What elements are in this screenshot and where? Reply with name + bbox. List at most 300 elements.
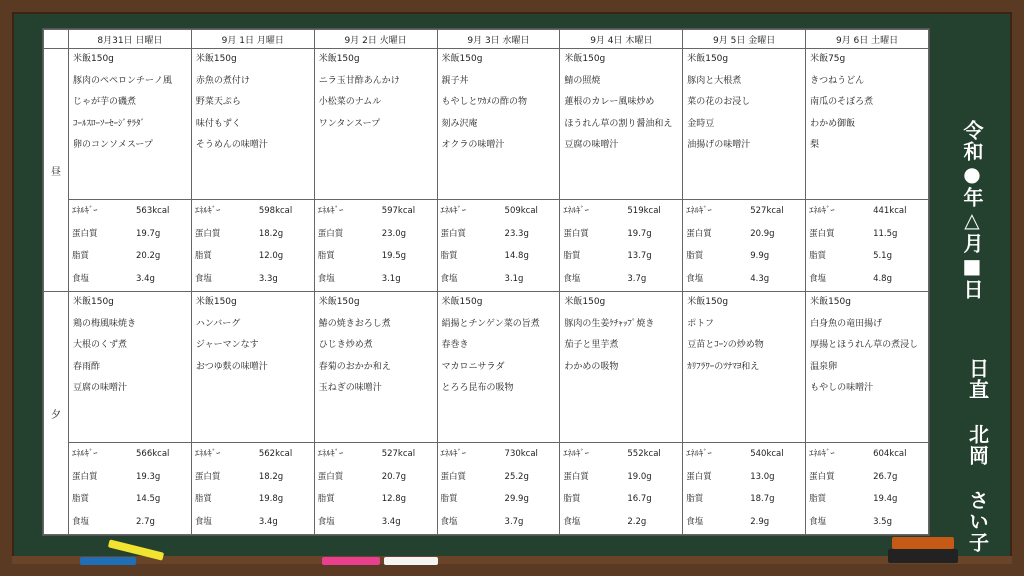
nutrition-row bbox=[560, 200, 682, 223]
menu-item: 白身魚の竜田揚げ bbox=[810, 318, 883, 329]
nutrient-label: 蛋白質 bbox=[72, 471, 98, 482]
nutrition-row bbox=[683, 245, 805, 268]
nutrient-label: 食塩 bbox=[194, 273, 212, 284]
nutrient-label: ｴﾈﾙｷﾞｰ bbox=[686, 449, 712, 459]
nutrient-value: 527kcal bbox=[381, 449, 416, 459]
nutrition-row bbox=[438, 268, 560, 291]
day-header: 8月31日 日曜日 bbox=[69, 30, 192, 49]
meal-cell bbox=[806, 292, 929, 535]
menu-item: 小松菜のナムル bbox=[318, 97, 382, 107]
nutrient-label: 脂質 bbox=[809, 251, 827, 261]
nutrient-value: 509kcal bbox=[504, 206, 538, 216]
nutrition-row bbox=[438, 223, 560, 246]
period-label: 夕 bbox=[44, 292, 69, 535]
eraser-base bbox=[888, 549, 958, 563]
nutrient-label: 脂質 bbox=[686, 251, 704, 261]
nutrient-value: 20.2g bbox=[136, 251, 161, 261]
menu-item: オクラの味噌汁 bbox=[441, 140, 505, 150]
nutrient-value: 18.7g bbox=[750, 494, 775, 504]
menu-item: 絹揚とチンゲン菜の旨煮 bbox=[441, 318, 540, 329]
nutrition-row bbox=[192, 466, 314, 489]
menu-item: ハンバーグ bbox=[195, 318, 241, 329]
menu-list bbox=[560, 292, 682, 442]
menu-list bbox=[315, 292, 437, 442]
menu-item: マカロニサラダ bbox=[441, 361, 505, 372]
day-header: 9月 2日 火曜日 bbox=[314, 30, 437, 49]
nutrient-value: 3.3g bbox=[258, 273, 278, 284]
nutrient-value: 4.8g bbox=[873, 273, 892, 284]
nutrient-value: 13.0g bbox=[750, 471, 775, 482]
nutrition-row bbox=[315, 443, 437, 466]
eraser[interactable] bbox=[888, 537, 958, 563]
nutrient-value: 19.7g bbox=[136, 228, 161, 239]
nutrition-block bbox=[69, 199, 191, 290]
menu-item: 玉ねぎの味噌汁 bbox=[318, 383, 382, 393]
menu-list bbox=[806, 292, 928, 442]
menu-item: 米飯150g bbox=[687, 54, 729, 64]
nutrient-label: 蛋白質 bbox=[686, 228, 712, 239]
nutrient-value: 19.8g bbox=[258, 494, 284, 504]
nutrient-label: 脂質 bbox=[809, 494, 827, 504]
meal-cell bbox=[314, 292, 437, 535]
menu-item: 鰆の焼きおろし煮 bbox=[318, 318, 391, 329]
nutrition-block bbox=[683, 442, 805, 533]
nutrient-label: 食塩 bbox=[72, 516, 90, 527]
nutrient-value: 9.9g bbox=[750, 251, 770, 261]
menu-item: ニラ玉甘酢あんかけ bbox=[318, 75, 400, 86]
menu-sheet bbox=[42, 28, 930, 536]
nutrient-value: 3.1g bbox=[381, 273, 401, 284]
duty-name-2: さい子 bbox=[965, 490, 990, 553]
nutrient-label: ｴﾈﾙｷﾞｰ bbox=[809, 449, 835, 459]
nutrition-row bbox=[438, 511, 560, 534]
nutrient-label: 脂質 bbox=[72, 251, 90, 261]
duty-role: 日直 bbox=[965, 358, 990, 400]
day-header: 9月 3日 水曜日 bbox=[437, 30, 560, 49]
nutrient-label: 蛋白質 bbox=[686, 471, 712, 482]
menu-item: そうめんの味噌汁 bbox=[195, 140, 268, 150]
menu-item: 米飯150g bbox=[441, 54, 483, 64]
nutrition-row bbox=[315, 245, 437, 268]
menu-list bbox=[315, 49, 437, 199]
menu-item: 米飯150g bbox=[687, 297, 729, 307]
meal-cell bbox=[69, 49, 192, 292]
meal-cell bbox=[314, 49, 437, 292]
nutrition-row bbox=[560, 268, 682, 291]
nutrition-block bbox=[192, 199, 314, 290]
duty-signature bbox=[958, 358, 998, 553]
nutrient-value: 552kcal bbox=[627, 449, 661, 459]
menu-item: 厚揚とほうれん草の煮浸し bbox=[810, 340, 919, 350]
menu-item: 春巻き bbox=[441, 340, 469, 350]
nutrient-value: 20.7g bbox=[381, 471, 407, 482]
nutrition-row bbox=[438, 488, 560, 511]
meal-cell bbox=[191, 292, 314, 535]
menu-item: ポトフ bbox=[687, 318, 714, 329]
nutrition-row bbox=[438, 245, 560, 268]
nutrition-row bbox=[69, 488, 191, 511]
day-header: 9月 5日 金曜日 bbox=[683, 30, 806, 49]
nutrient-label: ｴﾈﾙｷﾞｰ bbox=[563, 206, 589, 216]
nutrition-row bbox=[683, 466, 805, 489]
nutrition-row bbox=[192, 245, 314, 268]
nutrition-block bbox=[683, 199, 805, 290]
nutrient-value: 12.0g bbox=[258, 251, 284, 261]
nutrient-value: 13.7g bbox=[627, 251, 652, 261]
nutrient-label: 食塩 bbox=[317, 273, 335, 284]
nutrient-label: 蛋白質 bbox=[440, 471, 467, 482]
nutrient-label: 脂質 bbox=[72, 494, 90, 504]
nutrient-value: 566kcal bbox=[136, 449, 170, 459]
meal-cell bbox=[806, 49, 929, 292]
menu-item: もやしの味噌汁 bbox=[810, 383, 874, 393]
nutrient-label: 蛋白質 bbox=[809, 471, 835, 482]
menu-item: 蓮根のカレー風味炒め bbox=[564, 97, 655, 107]
nutrition-row bbox=[315, 466, 437, 489]
menu-item: 米飯150g bbox=[810, 297, 851, 307]
nutrient-label: ｴﾈﾙｷﾞｰ bbox=[317, 206, 344, 216]
nutrition-row bbox=[683, 223, 805, 246]
menu-item: 温泉卵 bbox=[810, 361, 838, 372]
date-label: 令和●年△月■日 bbox=[960, 120, 984, 300]
nutrition-block bbox=[806, 199, 928, 290]
menu-list bbox=[683, 292, 805, 442]
nutrient-value: 19.0g bbox=[627, 471, 652, 482]
menu-item: 米飯150g bbox=[564, 54, 606, 64]
menu-item: 米飯150g bbox=[195, 54, 237, 64]
menu-list bbox=[192, 49, 314, 199]
nutrition-block bbox=[438, 199, 560, 290]
menu-item: 卵のコンソメスープ bbox=[73, 140, 153, 150]
nutrient-label: 食塩 bbox=[194, 516, 212, 527]
nutrient-label: 蛋白質 bbox=[194, 228, 221, 239]
nutrient-value: 2.2g bbox=[627, 516, 647, 527]
menu-list bbox=[69, 49, 191, 199]
nutrition-block bbox=[315, 442, 437, 533]
menu-item: 豆苗とｺｰﾝの炒め物 bbox=[687, 340, 764, 350]
menu-item: 春菊のおかか和え bbox=[318, 361, 391, 372]
menu-item: もやしとﾜｶﾒの酢の物 bbox=[441, 97, 528, 107]
menu-item: 鯖の照焼 bbox=[564, 75, 601, 86]
nutrient-value: 12.8g bbox=[381, 494, 407, 504]
menu-item: 米飯150g bbox=[564, 297, 606, 307]
meal-cell bbox=[437, 49, 560, 292]
nutrient-label: 脂質 bbox=[686, 494, 704, 504]
nutrition-row bbox=[683, 511, 805, 534]
nutrient-label: ｴﾈﾙｷﾞｰ bbox=[563, 449, 589, 459]
menu-item: 味付もずく bbox=[195, 118, 241, 129]
nutrient-value: 25.2g bbox=[504, 471, 529, 482]
nutrition-row bbox=[192, 200, 314, 223]
nutrient-label: 蛋白質 bbox=[194, 471, 221, 482]
nutrition-row bbox=[560, 223, 682, 246]
meal-cell bbox=[69, 292, 192, 535]
nutrient-value: 604kcal bbox=[873, 449, 907, 459]
nutrition-row bbox=[806, 268, 928, 291]
nutrition-block bbox=[69, 442, 191, 533]
nutrition-row bbox=[560, 488, 682, 511]
nutrient-value: 3.4g bbox=[136, 273, 155, 284]
nutrient-value: 2.7g bbox=[136, 516, 155, 527]
menu-item: 親子丼 bbox=[441, 75, 469, 86]
nutrition-row bbox=[806, 511, 928, 534]
nutrient-value: 26.7g bbox=[873, 471, 898, 482]
nutrient-label: 食塩 bbox=[317, 516, 335, 527]
menu-item: 米飯150g bbox=[195, 297, 237, 307]
menu-item: ひじき炒め煮 bbox=[318, 340, 373, 350]
menu-item: 油揚げの味噌汁 bbox=[687, 140, 751, 150]
menu-item: 豚肉と大根煮 bbox=[687, 75, 742, 86]
chalk-white[interactable] bbox=[384, 557, 438, 565]
nutrient-label: 食塩 bbox=[440, 516, 458, 527]
nutrient-value: 23.3g bbox=[504, 228, 529, 239]
nutrient-value: 3.1g bbox=[504, 273, 524, 284]
nutrition-row bbox=[315, 488, 437, 511]
menu-item: とろろ昆布の吸物 bbox=[441, 383, 514, 393]
nutrition-row bbox=[192, 488, 314, 511]
meal-cell bbox=[437, 292, 560, 535]
menu-item: 菜の花のお浸し bbox=[687, 97, 751, 107]
menu-item: ジャーマンなす bbox=[195, 340, 259, 350]
day-header: 9月 4日 木曜日 bbox=[560, 30, 683, 49]
duty-name-1: 北岡 bbox=[965, 424, 990, 466]
nutrient-value: 3.7g bbox=[504, 516, 524, 527]
menu-item: 刻み沢庵 bbox=[441, 118, 478, 129]
nutrition-row bbox=[69, 268, 191, 291]
nutrient-label: ｴﾈﾙｷﾞｰ bbox=[686, 206, 712, 216]
nutrient-label: 脂質 bbox=[563, 494, 581, 504]
nutrition-row bbox=[806, 488, 928, 511]
nutrient-value: 19.5g bbox=[381, 251, 407, 261]
nutrient-value: 730kcal bbox=[504, 449, 538, 459]
menu-list bbox=[438, 292, 560, 442]
nutrient-label: 蛋白質 bbox=[440, 228, 467, 239]
menu-item: 豆腐の味噌汁 bbox=[73, 383, 128, 393]
menu-list bbox=[438, 49, 560, 199]
nutrient-label: ｴﾈﾙｷﾞｰ bbox=[194, 206, 221, 216]
menu-item: 豚肉のペペロンチーノ風 bbox=[73, 75, 172, 86]
eraser-felt bbox=[892, 537, 954, 549]
nutrient-label: 食塩 bbox=[440, 273, 458, 284]
nutrient-label: 蛋白質 bbox=[809, 228, 835, 239]
nutrition-row bbox=[69, 443, 191, 466]
nutrient-value: 3.7g bbox=[627, 273, 647, 284]
nutrition-row bbox=[192, 223, 314, 246]
nutrient-label: 脂質 bbox=[194, 494, 212, 504]
nutrition-row bbox=[315, 511, 437, 534]
nutrition-row bbox=[192, 268, 314, 291]
menu-list bbox=[806, 49, 928, 199]
menu-item: 茄子と里芋煮 bbox=[564, 340, 619, 350]
nutrient-value: 3.4g bbox=[381, 516, 401, 527]
nutrition-row bbox=[69, 511, 191, 534]
nutrient-label: 蛋白質 bbox=[72, 228, 98, 239]
nutrient-value: 19.3g bbox=[136, 471, 161, 482]
nutrition-row bbox=[560, 443, 682, 466]
menu-item: 春雨酢 bbox=[73, 361, 101, 372]
side-label bbox=[958, 120, 998, 553]
menu-list bbox=[69, 292, 191, 442]
nutrition-row bbox=[560, 466, 682, 489]
nutrient-label: ｴﾈﾙｷﾞｰ bbox=[440, 449, 467, 459]
menu-item: じゃが芋の磯煮 bbox=[73, 97, 137, 107]
nutrient-value: 23.0g bbox=[381, 228, 407, 239]
menu-item: 大根のくず煮 bbox=[73, 340, 128, 350]
nutrient-value: 3.4g bbox=[258, 516, 278, 527]
meal-row bbox=[44, 49, 929, 292]
menu-item: 米飯75g bbox=[810, 54, 846, 64]
menu-item: 南瓜のそぼろ煮 bbox=[810, 97, 874, 107]
nutrient-label: 食塩 bbox=[686, 516, 704, 527]
menu-item: 金時豆 bbox=[687, 118, 715, 129]
meal-cell bbox=[683, 292, 806, 535]
nutrient-label: ｴﾈﾙｷﾞｰ bbox=[440, 206, 467, 216]
nutrition-row bbox=[683, 488, 805, 511]
nutrient-label: 蛋白質 bbox=[563, 228, 589, 239]
corner-cell bbox=[44, 30, 69, 49]
nutrient-value: 563kcal bbox=[136, 206, 170, 216]
nutrition-row bbox=[438, 466, 560, 489]
nutrient-label: 脂質 bbox=[563, 251, 581, 261]
nutrient-label: 脂質 bbox=[440, 494, 458, 504]
nutrient-label: 食塩 bbox=[809, 516, 827, 527]
menu-item: 米飯150g bbox=[441, 297, 483, 307]
nutrition-row bbox=[69, 245, 191, 268]
nutrition-block bbox=[560, 442, 682, 533]
chalk-pink[interactable] bbox=[322, 557, 380, 565]
menu-item: 豆腐の味噌汁 bbox=[564, 140, 619, 150]
nutrient-label: 脂質 bbox=[317, 494, 335, 504]
nutrition-block bbox=[560, 199, 682, 290]
nutrient-value: 519kcal bbox=[627, 206, 661, 216]
nutrition-block bbox=[315, 199, 437, 290]
menu-item: ｺｰﾙｽﾛｰｿｰｾｰｼﾞｻﾗﾀﾞ bbox=[73, 118, 146, 129]
nutrient-label: 食塩 bbox=[563, 516, 581, 527]
menu-item: わかめの吸物 bbox=[564, 361, 619, 372]
header-row bbox=[44, 30, 929, 49]
nutrient-label: 蛋白質 bbox=[563, 471, 589, 482]
meal-cell bbox=[560, 292, 683, 535]
nutrient-label: ｴﾈﾙｷﾞｰ bbox=[317, 449, 344, 459]
nutrition-row bbox=[69, 223, 191, 246]
menu-item: 米飯150g bbox=[73, 54, 114, 64]
menu-item: 豚肉の生姜ｹﾁｬｯﾌﾟ焼き bbox=[564, 318, 655, 329]
nutrition-row bbox=[806, 223, 928, 246]
nutrient-value: 2.9g bbox=[750, 516, 770, 527]
nutrition-row bbox=[315, 200, 437, 223]
menu-item: 野菜天ぷら bbox=[195, 97, 241, 107]
nutrient-value: 598kcal bbox=[258, 206, 293, 216]
nutrient-label: 蛋白質 bbox=[317, 228, 344, 239]
nutrient-label: ｴﾈﾙｷﾞｰ bbox=[72, 206, 98, 216]
nutrition-row bbox=[192, 511, 314, 534]
menu-item: 米飯150g bbox=[318, 54, 360, 64]
menu-item: 赤魚の煮付け bbox=[195, 75, 250, 86]
nutrient-value: 14.5g bbox=[136, 494, 161, 504]
nutrient-value: 14.8g bbox=[504, 251, 529, 261]
nutrition-row bbox=[683, 200, 805, 223]
nutrient-label: 食塩 bbox=[686, 273, 704, 284]
menu-list bbox=[192, 292, 314, 442]
nutrient-value: 441kcal bbox=[873, 206, 907, 216]
nutrient-value: 540kcal bbox=[750, 449, 784, 459]
nutrition-row bbox=[69, 200, 191, 223]
meal-cell bbox=[191, 49, 314, 292]
nutrition-row bbox=[315, 268, 437, 291]
menu-item: ほうれん草の割り醤油和え bbox=[564, 118, 673, 129]
nutrition-row bbox=[315, 223, 437, 246]
menu-item: 米飯150g bbox=[73, 297, 114, 307]
nutrient-label: ｴﾈﾙｷﾞｰ bbox=[72, 449, 98, 459]
meal-row bbox=[44, 292, 929, 535]
nutrition-row bbox=[560, 511, 682, 534]
nutrition-row bbox=[69, 466, 191, 489]
nutrition-row bbox=[192, 443, 314, 466]
nutrient-label: 蛋白質 bbox=[317, 471, 344, 482]
menu-list bbox=[560, 49, 682, 199]
nutrition-row bbox=[683, 443, 805, 466]
menu-item: 鶏の梅風味焼き bbox=[73, 318, 137, 329]
day-header: 9月 6日 土曜日 bbox=[806, 30, 929, 49]
day-header: 9月 1日 月曜日 bbox=[191, 30, 314, 49]
chalk-blue[interactable] bbox=[80, 557, 136, 565]
meal-cell bbox=[560, 49, 683, 292]
menu-item: 米飯150g bbox=[318, 297, 360, 307]
menu-item: きつねうどん bbox=[810, 75, 865, 86]
nutrition-row bbox=[560, 245, 682, 268]
menu-item: ｶﾘﾌﾗﾜｰのﾂﾅﾏﾖ和え bbox=[687, 361, 760, 372]
nutrition-block bbox=[806, 442, 928, 533]
nutrient-value: 29.9g bbox=[504, 494, 529, 504]
nutrition-row bbox=[806, 245, 928, 268]
period-label: 昼 bbox=[44, 49, 69, 292]
nutrition-row bbox=[806, 200, 928, 223]
nutrient-value: 5.1g bbox=[873, 251, 892, 261]
nutrient-value: 16.7g bbox=[627, 494, 652, 504]
nutrition-row bbox=[806, 466, 928, 489]
nutrient-value: 20.9g bbox=[750, 228, 775, 239]
nutrient-value: 18.2g bbox=[258, 228, 284, 239]
nutrition-row bbox=[438, 200, 560, 223]
nutrition-row bbox=[438, 443, 560, 466]
nutrient-label: 食塩 bbox=[72, 273, 90, 284]
nutrition-row bbox=[683, 268, 805, 291]
nutrient-label: 脂質 bbox=[440, 251, 458, 261]
nutrient-value: 527kcal bbox=[750, 206, 784, 216]
menu-item: おつゆ麩の味噌汁 bbox=[195, 361, 268, 372]
menu-item: ワンタンスープ bbox=[318, 118, 381, 129]
nutrient-label: 脂質 bbox=[194, 251, 212, 261]
nutrient-label: 脂質 bbox=[317, 251, 335, 261]
nutrient-label: ｴﾈﾙｷﾞｰ bbox=[194, 449, 221, 459]
nutrition-block bbox=[192, 442, 314, 533]
menu-item: 梨 bbox=[810, 140, 820, 150]
nutrient-value: 11.5g bbox=[873, 228, 898, 239]
nutrient-value: 19.4g bbox=[873, 494, 898, 504]
nutrient-value: 562kcal bbox=[258, 449, 293, 459]
nutrient-label: 食塩 bbox=[563, 273, 581, 284]
menu-table bbox=[43, 29, 929, 535]
nutrition-block bbox=[438, 442, 560, 533]
nutrient-label: ｴﾈﾙｷﾞｰ bbox=[809, 206, 835, 216]
meal-cell bbox=[683, 49, 806, 292]
menu-item: わかめ御飯 bbox=[810, 118, 856, 129]
menu-list bbox=[683, 49, 805, 199]
nutrient-value: 19.7g bbox=[627, 228, 652, 239]
nutrient-value: 597kcal bbox=[381, 206, 416, 216]
nutrient-value: 3.5g bbox=[873, 516, 892, 527]
nutrition-row bbox=[806, 443, 928, 466]
